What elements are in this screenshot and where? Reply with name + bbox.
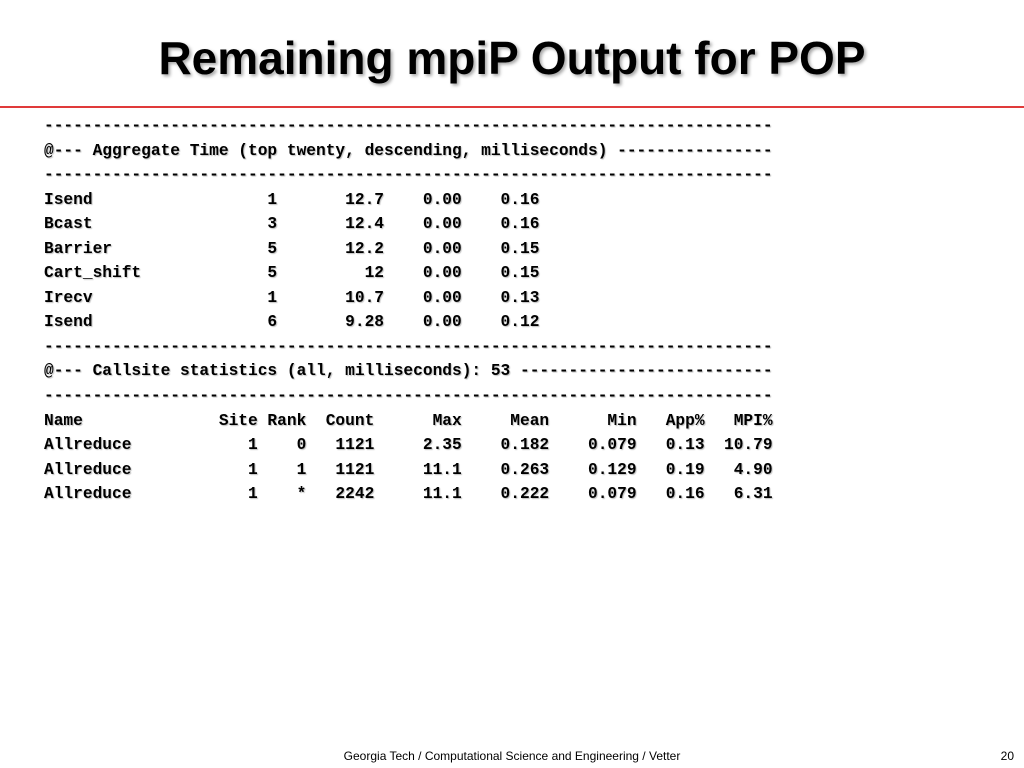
section-header-callsite-statistics: @--- Callsite statistics (all, milliseconds): 53 --------------------------: [44, 362, 773, 381]
separator-line: ---------------------------------------------------------------------------: [44, 337, 773, 356]
callsite-row: Allreduce 1 1 1121 11.1 0.263 0.129 0.19 4.90: [44, 460, 773, 479]
aggregate-row: Bcast 3 12.4 0.00 0.16: [44, 215, 540, 234]
mpip-output-block: [44, 114, 1004, 507]
aggregate-row: Irecv 1 10.7 0.00 0.13: [44, 288, 540, 307]
aggregate-row: Barrier 5 12.2 0.00 0.15: [44, 239, 540, 258]
section-header-aggregate-time: @--- Aggregate Time (top twenty, descending, milliseconds) ----------------: [44, 141, 773, 160]
separator-line: ---------------------------------------------------------------------------: [44, 166, 773, 185]
callsite-row: Allreduce 1 * 2242 11.1 0.222 0.079 0.16 6.31: [44, 485, 773, 504]
separator-line: ---------------------------------------------------------------------------: [44, 387, 773, 406]
aggregate-row: Cart_shift 5 12 0.00 0.15: [44, 264, 540, 283]
page-number: 20: [1000, 749, 1014, 763]
aggregate-row: Isend 1 12.7 0.00 0.16: [44, 190, 540, 209]
title-divider: [0, 106, 1024, 108]
slide-title: Remaining mpiP Output for POP: [158, 32, 866, 84]
slide-footer: Georgia Tech / Computational Science and Engineering / Vetter: [343, 749, 681, 763]
callsite-row: Allreduce 1 0 1121 2.35 0.182 0.079 0.13 10.79: [44, 436, 773, 455]
aggregate-row: Isend 6 9.28 0.00 0.12: [44, 313, 540, 332]
separator-line: ---------------------------------------------------------------------------: [44, 117, 773, 135]
callsite-table-header: Name Site Rank Count Max Mean Min App% MPI%: [44, 411, 773, 430]
